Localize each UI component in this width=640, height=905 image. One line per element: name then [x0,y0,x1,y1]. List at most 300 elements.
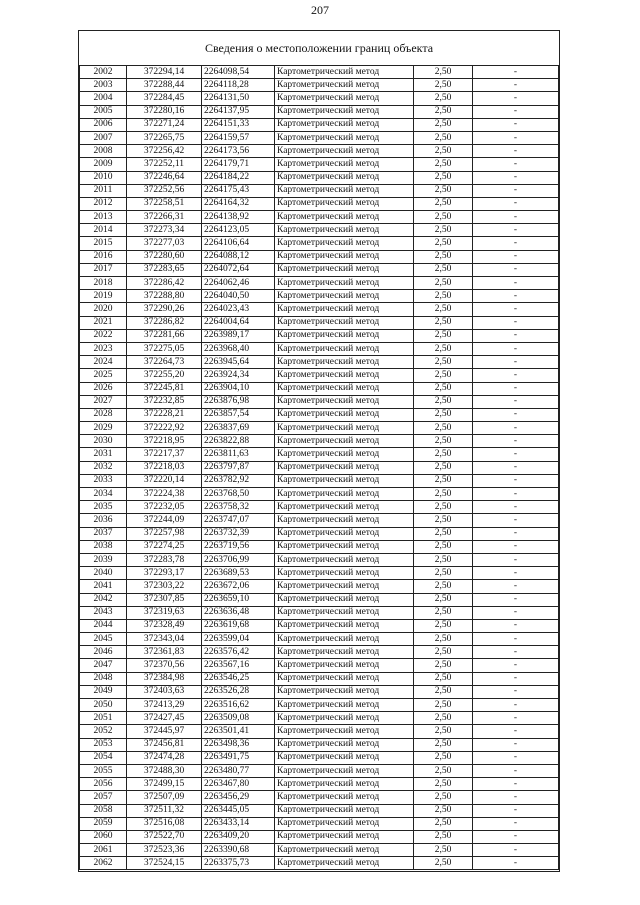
y-coordinate-cell: 2263491,75 [202,751,275,764]
description-cell: - [473,224,559,237]
y-coordinate-cell: 2263732,39 [202,527,275,540]
point-number-cell: 2035 [80,501,127,514]
x-coordinate-cell: 372220,14 [127,474,202,487]
method-cell: Картометрический метод [275,817,414,830]
x-coordinate-cell: 372403,63 [127,685,202,698]
point-number-cell: 2019 [80,290,127,303]
method-cell: Картометрический метод [275,303,414,316]
point-number-cell: 2005 [80,105,127,118]
table-row [80,145,559,158]
accuracy-cell: 2,50 [414,857,473,870]
method-cell: Картометрический метод [275,79,414,92]
point-number-cell: 2002 [80,66,127,79]
x-coordinate-cell: 372343,04 [127,633,202,646]
y-coordinate-cell: 2264138,92 [202,211,275,224]
table-row [80,92,559,105]
accuracy-cell: 2,50 [414,461,473,474]
description-cell: - [473,725,559,738]
point-number-cell: 2020 [80,303,127,316]
description-cell: - [473,369,559,382]
table-row [80,553,559,566]
x-coordinate-cell: 372232,85 [127,395,202,408]
method-cell: Картометрический метод [275,369,414,382]
x-coordinate-cell: 372474,28 [127,751,202,764]
table-row [80,527,559,540]
x-coordinate-cell: 372280,60 [127,250,202,263]
y-coordinate-cell: 2264040,50 [202,290,275,303]
x-coordinate-cell: 372232,05 [127,501,202,514]
method-cell: Картометрический метод [275,263,414,276]
method-cell: Картометрический метод [275,844,414,857]
x-coordinate-cell: 372290,26 [127,303,202,316]
accuracy-cell: 2,50 [414,778,473,791]
accuracy-cell: 2,50 [414,184,473,197]
point-number-cell: 2058 [80,804,127,817]
table-title: Сведения о местоположении границ объекта [204,41,434,55]
x-coordinate-cell: 372280,16 [127,105,202,118]
point-number-cell: 2006 [80,118,127,131]
accuracy-cell: 2,50 [414,764,473,777]
x-coordinate-cell: 372217,37 [127,448,202,461]
point-number-cell: 2014 [80,224,127,237]
table-row [80,105,559,118]
description-cell: - [473,738,559,751]
y-coordinate-cell: 2263516,62 [202,699,275,712]
description-cell: - [473,422,559,435]
table-row [80,171,559,184]
accuracy-cell: 2,50 [414,237,473,250]
accuracy-cell: 2,50 [414,712,473,725]
point-number-cell: 2039 [80,553,127,566]
x-coordinate-cell: 372384,98 [127,672,202,685]
point-number-cell: 2013 [80,211,127,224]
x-coordinate-cell: 372222,92 [127,422,202,435]
accuracy-cell: 2,50 [414,633,473,646]
accuracy-cell: 2,50 [414,791,473,804]
accuracy-cell: 2,50 [414,817,473,830]
accuracy-cell: 2,50 [414,672,473,685]
y-coordinate-cell: 2264179,71 [202,158,275,171]
table-row [80,118,559,131]
description-cell: - [473,79,559,92]
description-cell: - [473,830,559,843]
table-row [80,488,559,501]
accuracy-cell: 2,50 [414,171,473,184]
point-number-cell: 2062 [80,857,127,870]
accuracy-cell: 2,50 [414,158,473,171]
x-coordinate-cell: 372413,29 [127,699,202,712]
table-row [80,211,559,224]
description-cell: - [473,92,559,105]
x-coordinate-cell: 372516,08 [127,817,202,830]
method-cell: Картометрический метод [275,448,414,461]
y-coordinate-cell: 2263904,10 [202,382,275,395]
accuracy-cell: 2,50 [414,844,473,857]
description-cell: - [473,514,559,527]
accuracy-cell: 2,50 [414,659,473,672]
point-number-cell: 2009 [80,158,127,171]
accuracy-cell: 2,50 [414,250,473,263]
method-cell: Картометрический метод [275,804,414,817]
y-coordinate-cell: 2263719,56 [202,540,275,553]
method-cell: Картометрический метод [275,619,414,632]
point-number-cell: 2045 [80,633,127,646]
x-coordinate-cell: 372281,66 [127,329,202,342]
point-number-cell: 2026 [80,382,127,395]
method-cell: Картометрический метод [275,606,414,619]
x-coordinate-cell: 372244,09 [127,514,202,527]
point-number-cell: 2050 [80,699,127,712]
point-number-cell: 2032 [80,461,127,474]
point-number-cell: 2007 [80,131,127,144]
method-cell: Картометрический метод [275,857,414,870]
y-coordinate-cell: 2264164,32 [202,197,275,210]
method-cell: Картометрический метод [275,66,414,79]
method-cell: Картометрический метод [275,342,414,355]
description-cell: - [473,290,559,303]
description-cell: - [473,316,559,329]
description-cell: - [473,237,559,250]
method-cell: Картометрический метод [275,171,414,184]
point-number-cell: 2049 [80,685,127,698]
description-cell: - [473,751,559,764]
description-cell: - [473,553,559,566]
description-cell: - [473,593,559,606]
description-cell: - [473,580,559,593]
x-coordinate-cell: 372224,38 [127,488,202,501]
y-coordinate-cell: 2264175,43 [202,184,275,197]
x-coordinate-cell: 372361,83 [127,646,202,659]
accuracy-cell: 2,50 [414,329,473,342]
point-number-cell: 2037 [80,527,127,540]
accuracy-cell: 2,50 [414,593,473,606]
table-row [80,699,559,712]
table-row [80,263,559,276]
method-cell: Картометрический метод [275,145,414,158]
y-coordinate-cell: 2264072,64 [202,263,275,276]
x-coordinate-cell: 372266,31 [127,211,202,224]
x-coordinate-cell: 372275,05 [127,342,202,355]
table-row [80,646,559,659]
accuracy-cell: 2,50 [414,66,473,79]
y-coordinate-cell: 2263672,06 [202,580,275,593]
y-coordinate-cell: 2263822,88 [202,435,275,448]
accuracy-cell: 2,50 [414,830,473,843]
table-row [80,725,559,738]
table-row [80,738,559,751]
table-row [80,303,559,316]
table-row [80,461,559,474]
accuracy-cell: 2,50 [414,580,473,593]
table-row [80,844,559,857]
accuracy-cell: 2,50 [414,422,473,435]
method-cell: Картометрический метод [275,725,414,738]
x-coordinate-cell: 372293,17 [127,567,202,580]
x-coordinate-cell: 372511,32 [127,804,202,817]
accuracy-cell: 2,50 [414,79,473,92]
y-coordinate-cell: 2263811,63 [202,448,275,461]
description-cell: - [473,382,559,395]
accuracy-cell: 2,50 [414,725,473,738]
y-coordinate-cell: 2264118,28 [202,79,275,92]
description-cell: - [473,263,559,276]
method-cell: Картометрический метод [275,778,414,791]
description-cell: - [473,646,559,659]
table-row [80,606,559,619]
description-cell: - [473,145,559,158]
y-coordinate-cell: 2264023,43 [202,303,275,316]
method-cell: Картометрический метод [275,567,414,580]
x-coordinate-cell: 372265,75 [127,131,202,144]
x-coordinate-cell: 372218,95 [127,435,202,448]
method-cell: Картометрический метод [275,514,414,527]
accuracy-cell: 2,50 [414,290,473,303]
method-cell: Картометрический метод [275,501,414,514]
x-coordinate-cell: 372499,15 [127,778,202,791]
x-coordinate-cell: 372218,03 [127,461,202,474]
method-cell: Картометрический метод [275,672,414,685]
x-coordinate-cell: 372283,65 [127,263,202,276]
table-row [80,197,559,210]
description-cell: - [473,659,559,672]
table-row [80,712,559,725]
point-number-cell: 2028 [80,408,127,421]
x-coordinate-cell: 372246,64 [127,171,202,184]
accuracy-cell: 2,50 [414,448,473,461]
table-row [80,685,559,698]
accuracy-cell: 2,50 [414,342,473,355]
method-cell: Картометрический метод [275,646,414,659]
description-cell: - [473,501,559,514]
table-row [80,593,559,606]
y-coordinate-cell: 2263768,50 [202,488,275,501]
table-row [80,277,559,290]
table-row [80,619,559,632]
method-cell: Картометрический метод [275,633,414,646]
x-coordinate-cell: 372294,14 [127,66,202,79]
table-row [80,764,559,777]
table-row [80,448,559,461]
table-row [80,158,559,171]
y-coordinate-cell: 2263747,07 [202,514,275,527]
table-row [80,633,559,646]
accuracy-cell: 2,50 [414,738,473,751]
description-cell: - [473,844,559,857]
point-number-cell: 2053 [80,738,127,751]
table-row [80,672,559,685]
method-cell: Картометрический метод [275,184,414,197]
method-cell: Картометрический метод [275,527,414,540]
description-cell: - [473,527,559,540]
point-number-cell: 2048 [80,672,127,685]
accuracy-cell: 2,50 [414,553,473,566]
coordinates-table [79,65,559,870]
y-coordinate-cell: 2264173,56 [202,145,275,158]
description-cell: - [473,672,559,685]
method-cell: Картометрический метод [275,395,414,408]
point-number-cell: 2029 [80,422,127,435]
point-number-cell: 2024 [80,356,127,369]
y-coordinate-cell: 2264062,46 [202,277,275,290]
point-number-cell: 2061 [80,844,127,857]
accuracy-cell: 2,50 [414,263,473,276]
y-coordinate-cell: 2264137,95 [202,105,275,118]
x-coordinate-cell: 372274,25 [127,540,202,553]
point-number-cell: 2056 [80,778,127,791]
x-coordinate-cell: 372507,09 [127,791,202,804]
y-coordinate-cell: 2263501,41 [202,725,275,738]
description-cell: - [473,408,559,421]
method-cell: Картометрический метод [275,751,414,764]
description-cell: - [473,567,559,580]
accuracy-cell: 2,50 [414,105,473,118]
table-row [80,422,559,435]
y-coordinate-cell: 2263659,10 [202,593,275,606]
y-coordinate-cell: 2263876,98 [202,395,275,408]
table-row [80,580,559,593]
point-number-cell: 2012 [80,197,127,210]
method-cell: Картометрический метод [275,329,414,342]
method-cell: Картометрический метод [275,316,414,329]
accuracy-cell: 2,50 [414,646,473,659]
description-cell: - [473,66,559,79]
description-cell: - [473,448,559,461]
description-cell: - [473,303,559,316]
point-number-cell: 2011 [80,184,127,197]
accuracy-cell: 2,50 [414,92,473,105]
method-cell: Картометрический метод [275,712,414,725]
y-coordinate-cell: 2263409,20 [202,830,275,843]
point-number-cell: 2034 [80,488,127,501]
table-row [80,369,559,382]
table-row [80,237,559,250]
point-number-cell: 2060 [80,830,127,843]
table-row [80,131,559,144]
table-row [80,474,559,487]
accuracy-cell: 2,50 [414,567,473,580]
point-number-cell: 2052 [80,725,127,738]
point-number-cell: 2030 [80,435,127,448]
point-number-cell: 2016 [80,250,127,263]
y-coordinate-cell: 2264004,64 [202,316,275,329]
x-coordinate-cell: 372271,24 [127,118,202,131]
table-row [80,659,559,672]
y-coordinate-cell: 2263567,16 [202,659,275,672]
x-coordinate-cell: 372273,34 [127,224,202,237]
x-coordinate-cell: 372456,81 [127,738,202,751]
y-coordinate-cell: 2264098,54 [202,66,275,79]
method-cell: Картометрический метод [275,488,414,501]
accuracy-cell: 2,50 [414,619,473,632]
description-cell: - [473,791,559,804]
x-coordinate-cell: 372286,82 [127,316,202,329]
point-number-cell: 2018 [80,277,127,290]
description-cell: - [473,474,559,487]
y-coordinate-cell: 2263375,73 [202,857,275,870]
table-row [80,224,559,237]
y-coordinate-cell: 2263689,53 [202,567,275,580]
x-coordinate-cell: 372427,45 [127,712,202,725]
method-cell: Картометрический метод [275,764,414,777]
point-number-cell: 2033 [80,474,127,487]
description-cell: - [473,131,559,144]
description-cell: - [473,633,559,646]
table-row [80,66,559,79]
accuracy-cell: 2,50 [414,474,473,487]
description-cell: - [473,619,559,632]
method-cell: Картометрический метод [275,237,414,250]
method-cell: Картометрический метод [275,118,414,131]
table-row [80,184,559,197]
y-coordinate-cell: 2263467,80 [202,778,275,791]
table-row [80,791,559,804]
point-number-cell: 2054 [80,751,127,764]
accuracy-cell: 2,50 [414,435,473,448]
accuracy-cell: 2,50 [414,606,473,619]
point-number-cell: 2043 [80,606,127,619]
y-coordinate-cell: 2263445,05 [202,804,275,817]
y-coordinate-cell: 2263433,14 [202,817,275,830]
table-row [80,408,559,421]
y-coordinate-cell: 2263498,36 [202,738,275,751]
description-cell: - [473,764,559,777]
accuracy-cell: 2,50 [414,395,473,408]
description-cell: - [473,329,559,342]
accuracy-cell: 2,50 [414,197,473,210]
description-cell: - [473,342,559,355]
x-coordinate-cell: 372488,30 [127,764,202,777]
table-row [80,830,559,843]
point-number-cell: 2008 [80,145,127,158]
method-cell: Картометрический метод [275,699,414,712]
table-row [80,857,559,870]
y-coordinate-cell: 2263968,40 [202,342,275,355]
y-coordinate-cell: 2264123,05 [202,224,275,237]
point-number-cell: 2022 [80,329,127,342]
table-row [80,356,559,369]
y-coordinate-cell: 2263989,17 [202,329,275,342]
point-number-cell: 2041 [80,580,127,593]
point-number-cell: 2036 [80,514,127,527]
y-coordinate-cell: 2263480,77 [202,764,275,777]
point-number-cell: 2046 [80,646,127,659]
description-cell: - [473,277,559,290]
description-cell: - [473,606,559,619]
x-coordinate-cell: 372245,81 [127,382,202,395]
table-row [80,514,559,527]
y-coordinate-cell: 2263526,28 [202,685,275,698]
y-coordinate-cell: 2263797,87 [202,461,275,474]
description-cell: - [473,395,559,408]
method-cell: Картометрический метод [275,250,414,263]
table-row [80,342,559,355]
table-row [80,290,559,303]
accuracy-cell: 2,50 [414,118,473,131]
point-number-cell: 2023 [80,342,127,355]
x-coordinate-cell: 372284,45 [127,92,202,105]
point-number-cell: 2027 [80,395,127,408]
description-cell: - [473,804,559,817]
accuracy-cell: 2,50 [414,356,473,369]
method-cell: Картометрический метод [275,131,414,144]
method-cell: Картометрический метод [275,211,414,224]
accuracy-cell: 2,50 [414,685,473,698]
x-coordinate-cell: 372228,21 [127,408,202,421]
point-number-cell: 2025 [80,369,127,382]
accuracy-cell: 2,50 [414,408,473,421]
x-coordinate-cell: 372523,36 [127,844,202,857]
accuracy-cell: 2,50 [414,316,473,329]
